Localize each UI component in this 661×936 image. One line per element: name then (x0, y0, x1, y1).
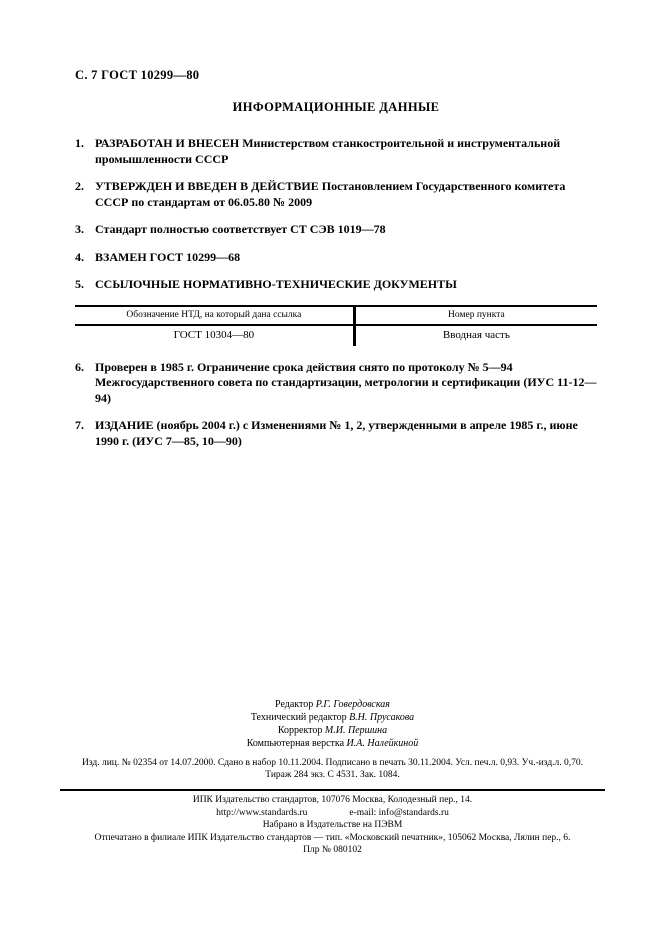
publisher-printed: Отпечатано в филиале ИПК Издательство стандартов — тип. «Московский печатник», 105062 Москва, Лялин пер., 6. (94, 832, 571, 843)
editorial-credits (60, 698, 605, 750)
publisher-license: Плр № 080102 (303, 845, 362, 855)
column-header-ntd: Обозначение НТД, на который дана ссылка (75, 306, 354, 325)
item-text: Стандарт полностью соответствует СТ СЭВ 1019—78 (95, 222, 386, 236)
document-title: ИНФОРМАЦИОННЫЕ ДАННЫЕ (232, 100, 440, 114)
publisher-address: ИПК Издательство стандартов, 107076 Москва, Колодезный пер., 14. (192, 795, 473, 805)
credit-name: В.Н. Прусакова (349, 712, 415, 723)
list-item (75, 250, 597, 266)
credit-line (60, 737, 605, 750)
cell-section: Вводная часть (442, 328, 510, 341)
publisher-url: http://www.standards.ru (216, 807, 308, 818)
item-text: Проверен в 1985 г. Ограничение срока действия снято по протоколу № 5—94 Межгосударственного совета по стандартизации, метрологии и сертификации (ИУС 11-12—94) (95, 359, 597, 405)
credit-line (60, 711, 605, 724)
imprint-line: Изд. лиц. № 02354 от 14.07.2000. Сдано в набор 10.11.2004. Подписано в печать 30.11.2004. Усл. печ.л. 0,93. Уч.-изд.л. 0,70. (81, 758, 584, 768)
credit-name: Р.Г. Говердовская (315, 699, 390, 710)
item-text: ВЗАМЕН ГОСТ 10299—68 (95, 249, 241, 264)
numbered-items (75, 136, 597, 449)
footer-divider (60, 789, 605, 791)
publisher-block (60, 794, 605, 857)
column-header-section: Номер пункта (354, 306, 597, 325)
item-text: ССЫЛОЧНЫЕ НОРМАТИВНО-ТЕХНИЧЕСКИЕ ДОКУМЕНТЫ (95, 277, 457, 291)
list-item (75, 179, 597, 210)
table-row (75, 325, 597, 346)
item-number: 5. (75, 277, 84, 291)
item-text: ИЗДАНИЕ (ноябрь 2004 г.) с Изменениями № 1, 2, утвержденными в апреле 1985 г., июне 1990 г. (ИУС 7—85, 10—90) (95, 418, 578, 448)
credit-line (60, 724, 605, 737)
item-text: УТВЕРЖДЕН И ВВЕДЕН В ДЕЙСТВИЕ Постановлением Государственного комитета СССР по стандартам от 06.05.80 № 2009 (95, 179, 566, 209)
imprint-block (60, 757, 605, 781)
publisher-contacts (60, 807, 605, 820)
page-footer (60, 698, 605, 857)
credit-role: Компьютерная верстка (246, 738, 345, 749)
item-text: РАЗРАБОТАН И ВНЕСЕН Министерством станкостроительной и инструментальной промышленности СССР (95, 136, 561, 166)
credit-name: М.И. Першина (324, 725, 388, 736)
list-item (75, 418, 597, 449)
reference-documents-table (75, 305, 597, 346)
item-number: 4. (75, 249, 84, 264)
credit-name: И.А. Налейкиной (346, 738, 419, 749)
item-number: 3. (75, 222, 84, 236)
list-item (75, 136, 597, 167)
credit-role: Корректор (277, 725, 323, 736)
credit-role: Технический редактор (250, 712, 347, 723)
credit-role: Редактор (275, 699, 314, 710)
item-number: 2. (75, 179, 84, 193)
imprint-line: Тираж 284 экз. С 4531. Зак. 1084. (265, 770, 400, 780)
item-number: 6. (75, 359, 84, 374)
table-header-row (75, 306, 597, 325)
credit-line (60, 698, 605, 711)
cell-ref: ГОСТ 10304—80 (75, 325, 354, 346)
item-number: 7. (75, 418, 84, 432)
page-content (0, 0, 661, 449)
page-header: С. 7 ГОСТ 10299—80 (75, 68, 200, 82)
publisher-email: e-mail: info@standards.ru (349, 807, 449, 818)
publisher-typeset: Набрано в Издательстве на ПЭВМ (262, 820, 403, 830)
list-item (75, 222, 597, 238)
list-item (75, 277, 597, 293)
list-item (75, 360, 597, 407)
item-number: 1. (75, 136, 84, 150)
